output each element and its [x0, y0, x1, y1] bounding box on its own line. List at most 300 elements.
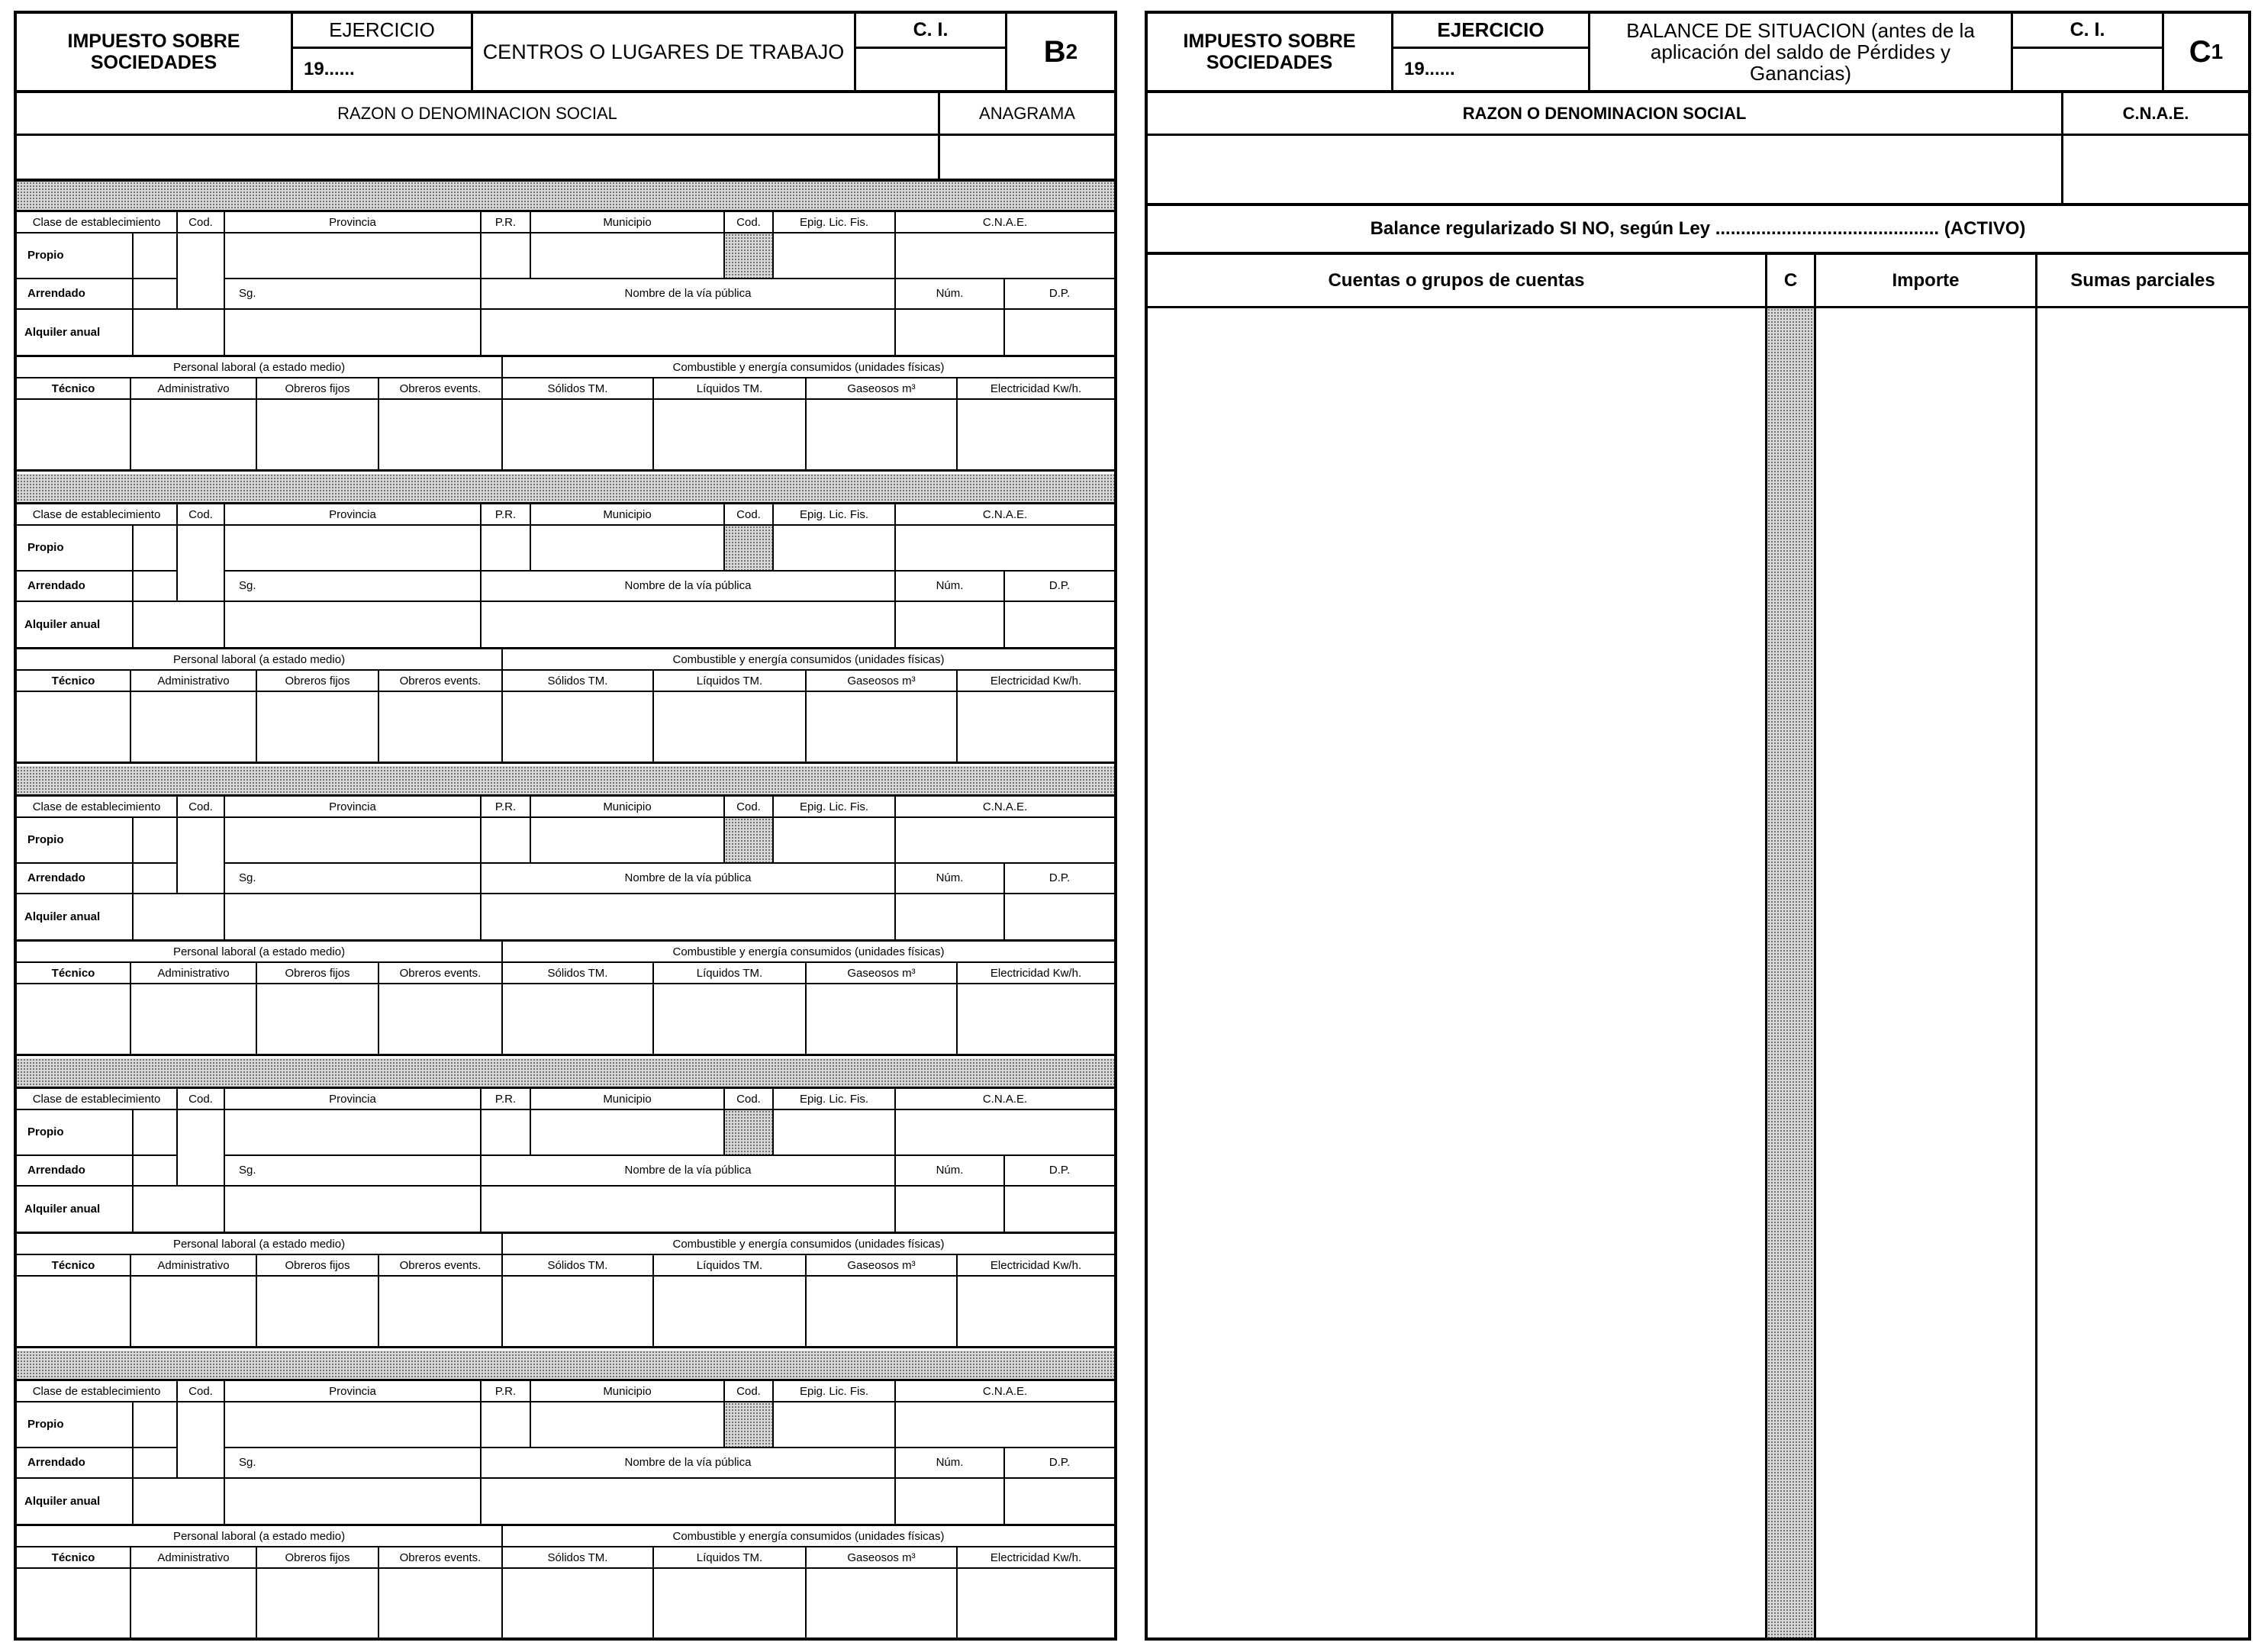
combustible-label: Combustible y energía consumidos (unidades físicas)	[503, 1234, 1114, 1255]
sg-field[interactable]	[225, 894, 482, 940]
gaseosos-label: Gaseosos m³	[807, 963, 958, 984]
propio-label: Propio	[17, 233, 134, 279]
dp-field[interactable]	[1005, 602, 1114, 648]
cod-label: Cod.	[178, 1089, 225, 1110]
ejercicio-label: EJERCICIO	[293, 14, 471, 49]
dp-label: D.P.	[1048, 871, 1071, 884]
liquidos-field[interactable]	[654, 984, 807, 1054]
provincia-field[interactable]	[225, 233, 482, 279]
propio-checkbox[interactable]	[134, 233, 178, 279]
pr-field[interactable]	[482, 233, 531, 279]
cod-field[interactable]	[178, 818, 225, 894]
liquidos-field[interactable]	[654, 692, 807, 762]
dp-field[interactable]	[1005, 1479, 1114, 1525]
clase-label: Clase de establecimiento	[17, 797, 178, 818]
ejercicio-year-field[interactable]: 19......	[304, 59, 355, 79]
provincia-field[interactable]	[225, 1402, 482, 1448]
propio-label: Propio	[17, 818, 134, 864]
arrendado-label: Arrendado	[17, 572, 134, 602]
municipio-label: Municipio	[531, 1381, 725, 1402]
epigrafe-field[interactable]	[774, 1110, 896, 1156]
liquidos-field[interactable]	[654, 1569, 807, 1638]
gaseosos-label: Gaseosos m³	[807, 671, 958, 692]
tecnico-field[interactable]	[17, 1569, 131, 1638]
ejercicio-label: EJERCICIO	[1393, 14, 1588, 49]
cod-label: Cod.	[178, 504, 225, 526]
cod-municipio-shaded	[725, 233, 774, 279]
cod-label: Cod.	[178, 1381, 225, 1402]
arrendado-checkbox[interactable]	[134, 572, 178, 602]
sg-label: Sg.	[225, 864, 482, 894]
arrendado-checkbox[interactable]	[134, 1156, 178, 1187]
epigrafe-field[interactable]	[774, 526, 896, 572]
via-publica-label: Nombre de la vía pública	[482, 279, 896, 310]
establishment-block	[17, 1351, 1114, 1643]
electricidad-field[interactable]	[958, 1277, 1114, 1346]
via-publica-label: Nombre de la vía pública	[482, 1156, 896, 1187]
importe-header: Importe	[1816, 255, 2037, 308]
obreros-events-field[interactable]	[379, 1277, 503, 1346]
propio-label: Propio	[17, 1402, 134, 1448]
cnae-field[interactable]	[896, 1110, 1114, 1156]
dp-field[interactable]	[1005, 894, 1114, 940]
personal-energy-grid	[17, 649, 1114, 764]
municipio-label: Municipio	[531, 504, 725, 526]
num-label: Núm.	[896, 279, 1005, 308]
razon-social-row	[1148, 93, 2248, 206]
tecnico-field[interactable]	[17, 984, 131, 1054]
form-b2-header	[17, 14, 1114, 93]
epigrafe-label: Epig. Lic. Fis.	[774, 1381, 896, 1402]
obreros-fijos-label: Obreros fijos	[257, 378, 379, 400]
num-dp-labels	[896, 279, 1114, 310]
electricidad-label: Electricidad Kw/h.	[958, 378, 1114, 400]
pr-field[interactable]	[482, 1402, 531, 1448]
form-code: C 1	[2189, 34, 2224, 69]
form-b2	[14, 11, 1117, 1641]
cnae-label: C.N.A.E.	[896, 1381, 1114, 1402]
c-column-shaded	[1767, 308, 1816, 1638]
cod-municipio-shaded	[725, 818, 774, 864]
tax-title: IMPUESTO SOBRE SOCIEDADES	[17, 14, 293, 90]
via-publica-label: Nombre de la vía pública	[482, 1448, 896, 1479]
form-title: CENTROS O LUGARES DE TRABAJO	[473, 14, 856, 90]
tecnico-label: Técnico	[17, 378, 131, 400]
electricidad-field[interactable]	[958, 400, 1114, 469]
obreros-fijos-label: Obreros fijos	[257, 1255, 379, 1277]
epigrafe-label: Epig. Lic. Fis.	[774, 797, 896, 818]
num-field[interactable]	[896, 310, 1005, 356]
obreros-events-label: Obreros events.	[379, 963, 503, 984]
clase-label: Clase de establecimiento	[17, 212, 178, 233]
gaseosos-field[interactable]	[807, 1277, 958, 1346]
ci-field[interactable]	[856, 49, 1005, 90]
liquidos-label: Líquidos TM.	[654, 963, 807, 984]
solidos-field[interactable]	[503, 1277, 654, 1346]
cnae-label: C.N.A.E.	[896, 212, 1114, 233]
razon-social-label: RAZON O DENOMINACION SOCIAL	[1148, 93, 2063, 136]
alquiler-field[interactable]	[134, 1187, 225, 1232]
provincia-label: Provincia	[225, 212, 482, 233]
razon-social-row	[17, 93, 1114, 182]
obreros-events-label: Obreros events.	[379, 1255, 503, 1277]
num-dp-labels	[896, 1448, 1114, 1479]
importe-column[interactable]	[1816, 308, 2037, 1638]
clase-label: Clase de establecimiento	[17, 504, 178, 526]
establishment-location-grid	[17, 797, 1114, 942]
num-dp-fields	[896, 1187, 1114, 1232]
arrendado-checkbox[interactable]	[134, 1448, 178, 1479]
clase-label: Clase de establecimiento	[17, 1089, 178, 1110]
gaseosos-label: Gaseosos m³	[807, 1547, 958, 1569]
alquiler-label: Alquiler anual	[17, 894, 134, 940]
num-label: Núm.	[896, 572, 1005, 601]
num-dp-labels	[896, 864, 1114, 894]
sg-label: Sg.	[225, 1156, 482, 1187]
obreros-events-label: Obreros events.	[379, 378, 503, 400]
cod-municipio-label: Cod.	[725, 1381, 774, 1402]
personal-energy-grid	[17, 1234, 1114, 1348]
electricidad-label: Electricidad Kw/h.	[958, 1255, 1114, 1277]
sg-field[interactable]	[225, 310, 482, 356]
personal-label: Personal laboral (a estado medio)	[17, 942, 503, 963]
municipio-label: Municipio	[531, 797, 725, 818]
sg-field[interactable]	[225, 1187, 482, 1232]
cod-label: Cod.	[178, 212, 225, 233]
obreros-fijos-label: Obreros fijos	[257, 1547, 379, 1569]
tecnico-label: Técnico	[17, 963, 131, 984]
solidos-field[interactable]	[503, 692, 654, 762]
cnae-field[interactable]	[896, 233, 1114, 279]
razon-social-field[interactable]	[17, 136, 940, 179]
ejercicio-box	[1393, 14, 1590, 90]
municipio-label: Municipio	[531, 212, 725, 233]
alquiler-field[interactable]	[134, 310, 225, 356]
arrendado-label: Arrendado	[17, 1156, 134, 1187]
alquiler-label: Alquiler anual	[17, 310, 134, 356]
cnae-field[interactable]	[896, 818, 1114, 864]
provincia-label: Provincia	[225, 797, 482, 818]
num-dp-labels	[896, 1156, 1114, 1187]
pr-field[interactable]	[482, 1110, 531, 1156]
obreros-events-label: Obreros events.	[379, 671, 503, 692]
arrendado-label: Arrendado	[17, 1448, 134, 1479]
cod-municipio-label: Cod.	[725, 797, 774, 818]
ci-field[interactable]	[2013, 49, 2162, 90]
sg-label: Sg.	[225, 279, 482, 310]
administrativo-label: Administrativo	[131, 963, 257, 984]
administrativo-field[interactable]	[131, 1569, 257, 1638]
sumas-header: Sumas parciales	[2037, 255, 2248, 308]
establishment-location-grid	[17, 504, 1114, 649]
ci-label: C. I.	[856, 14, 1005, 49]
obreros-fijos-field[interactable]	[257, 400, 379, 469]
sg-label: Sg.	[225, 1448, 482, 1479]
tecnico-label: Técnico	[17, 671, 131, 692]
form-c1-header	[1148, 14, 2248, 93]
via-publica-field[interactable]	[482, 894, 896, 940]
establishment-location-grid	[17, 1089, 1114, 1234]
liquidos-field[interactable]	[654, 400, 807, 469]
num-field[interactable]	[896, 1187, 1005, 1232]
establishment-location-grid	[17, 212, 1114, 357]
cnae-label: C.N.A.E.	[2063, 93, 2248, 136]
obreros-events-field[interactable]	[379, 692, 503, 762]
electricidad-field[interactable]	[958, 692, 1114, 762]
cod-municipio-shaded	[725, 1110, 774, 1156]
arrendado-label: Arrendado	[17, 279, 134, 310]
establishment-location-grid	[17, 1381, 1114, 1526]
epigrafe-field[interactable]	[774, 1402, 896, 1448]
obreros-events-field[interactable]	[379, 400, 503, 469]
solidos-label: Sólidos TM.	[503, 1255, 654, 1277]
personal-label: Personal laboral (a estado medio)	[17, 649, 503, 671]
epigrafe-field[interactable]	[774, 233, 896, 279]
pr-label: P.R.	[482, 1381, 531, 1402]
num-dp-fields	[896, 1479, 1114, 1525]
establishment-blocks	[17, 182, 1114, 1638]
liquidos-label: Líquidos TM.	[654, 1255, 807, 1277]
administrativo-field[interactable]	[131, 1277, 257, 1346]
cod-municipio-label: Cod.	[725, 212, 774, 233]
municipio-field[interactable]	[531, 1402, 725, 1448]
administrativo-label: Administrativo	[131, 671, 257, 692]
via-publica-label: Nombre de la vía pública	[482, 572, 896, 602]
establishment-block	[17, 1058, 1114, 1351]
sg-field[interactable]	[225, 602, 482, 648]
via-publica-field[interactable]	[482, 602, 896, 648]
balance-regularizado-line: Balance regularizado SI NO, según Ley ............................................ (ACTIVO)	[1148, 206, 2248, 255]
cnae-label: C.N.A.E.	[896, 1089, 1114, 1110]
solidos-field[interactable]	[503, 400, 654, 469]
cod-field[interactable]	[178, 1402, 225, 1479]
personal-label: Personal laboral (a estado medio)	[17, 1526, 503, 1547]
dp-label: D.P.	[1048, 287, 1071, 300]
administrativo-field[interactable]	[131, 400, 257, 469]
sumas-column[interactable]	[2037, 308, 2248, 1638]
num-dp-fields	[896, 310, 1114, 356]
propio-label: Propio	[17, 526, 134, 572]
obreros-events-field[interactable]	[379, 984, 503, 1054]
arrendado-checkbox[interactable]	[134, 279, 178, 310]
pr-field[interactable]	[482, 818, 531, 864]
cod-field[interactable]	[178, 526, 225, 602]
propio-checkbox[interactable]	[134, 1110, 178, 1156]
ci-box	[2013, 14, 2164, 90]
obreros-fijos-field[interactable]	[257, 1277, 379, 1346]
administrativo-label: Administrativo	[131, 1547, 257, 1569]
combustible-label: Combustible y energía consumidos (unidades físicas)	[503, 942, 1114, 963]
c-header: C	[1767, 255, 1816, 308]
cod-municipio-label: Cod.	[725, 1089, 774, 1110]
via-publica-label: Nombre de la vía pública	[482, 864, 896, 894]
num-label: Núm.	[896, 864, 1005, 893]
propio-checkbox[interactable]	[134, 1402, 178, 1448]
gaseosos-field[interactable]	[807, 400, 958, 469]
cnae-field[interactable]	[2063, 136, 2248, 203]
tecnico-field[interactable]	[17, 400, 131, 469]
num-dp-fields	[896, 602, 1114, 648]
solidos-label: Sólidos TM.	[503, 378, 654, 400]
obreros-fijos-label: Obreros fijos	[257, 671, 379, 692]
via-publica-field[interactable]	[482, 1187, 896, 1232]
via-publica-field[interactable]	[482, 1479, 896, 1525]
sg-label: Sg.	[225, 572, 482, 602]
via-publica-field[interactable]	[482, 310, 896, 356]
administrativo-label: Administrativo	[131, 1255, 257, 1277]
gaseosos-field[interactable]	[807, 692, 958, 762]
form-code: B 2	[1043, 34, 1078, 69]
obreros-fijos-field[interactable]	[257, 984, 379, 1054]
administrativo-field[interactable]	[131, 984, 257, 1054]
personal-energy-grid	[17, 942, 1114, 1056]
solidos-field[interactable]	[503, 984, 654, 1054]
cod-field[interactable]	[178, 1110, 225, 1187]
obreros-fijos-field[interactable]	[257, 1569, 379, 1638]
electricidad-field[interactable]	[958, 984, 1114, 1054]
establishment-block	[17, 766, 1114, 1058]
obreros-events-field[interactable]	[379, 1569, 503, 1638]
municipio-field[interactable]	[531, 1110, 725, 1156]
cod-municipio-shaded	[725, 526, 774, 572]
arrendado-label: Arrendado	[17, 864, 134, 894]
electricidad-field[interactable]	[958, 1569, 1114, 1638]
gaseosos-field[interactable]	[807, 984, 958, 1054]
razon-social-label: RAZON O DENOMINACION SOCIAL	[17, 93, 940, 136]
alquiler-label: Alquiler anual	[17, 1187, 134, 1232]
tecnico-label: Técnico	[17, 1255, 131, 1277]
epigrafe-label: Epig. Lic. Fis.	[774, 1089, 896, 1110]
dp-field[interactable]	[1005, 310, 1114, 356]
num-dp-labels	[896, 572, 1114, 602]
combustible-label: Combustible y energía consumidos (unidades físicas)	[503, 649, 1114, 671]
cuentas-column[interactable]	[1148, 308, 1767, 1638]
epigrafe-label: Epig. Lic. Fis.	[774, 504, 896, 526]
num-field[interactable]	[896, 894, 1005, 940]
tecnico-label: Técnico	[17, 1547, 131, 1569]
municipio-field[interactable]	[531, 526, 725, 572]
solidos-label: Sólidos TM.	[503, 963, 654, 984]
clase-label: Clase de establecimiento	[17, 1381, 178, 1402]
personal-energy-grid	[17, 357, 1114, 472]
tecnico-field[interactable]	[17, 1277, 131, 1346]
gaseosos-label: Gaseosos m³	[807, 378, 958, 400]
arrendado-checkbox[interactable]	[134, 864, 178, 894]
dp-label: D.P.	[1048, 579, 1071, 592]
provincia-label: Provincia	[225, 1381, 482, 1402]
alquiler-label: Alquiler anual	[17, 602, 134, 648]
municipio-field[interactable]	[531, 233, 725, 279]
num-dp-fields	[896, 894, 1114, 940]
electricidad-label: Electricidad Kw/h.	[958, 963, 1114, 984]
cod-label: Cod.	[178, 797, 225, 818]
electricidad-label: Electricidad Kw/h.	[958, 1547, 1114, 1569]
anagrama-field[interactable]	[940, 136, 1114, 179]
gaseosos-label: Gaseosos m³	[807, 1255, 958, 1277]
municipio-label: Municipio	[531, 1089, 725, 1110]
separator-stripe	[17, 1058, 1114, 1089]
pr-field[interactable]	[482, 526, 531, 572]
liquidos-field[interactable]	[654, 1277, 807, 1346]
cnae-field[interactable]	[896, 526, 1114, 572]
cod-municipio-shaded	[725, 1402, 774, 1448]
cuentas-header: Cuentas o grupos de cuentas	[1148, 255, 1767, 308]
pr-label: P.R.	[482, 797, 531, 818]
obreros-fijos-label: Obreros fijos	[257, 963, 379, 984]
liquidos-label: Líquidos TM.	[654, 378, 807, 400]
administrativo-field[interactable]	[131, 692, 257, 762]
razon-social-field[interactable]	[1148, 136, 2063, 203]
tecnico-field[interactable]	[17, 692, 131, 762]
administrativo-label: Administrativo	[131, 378, 257, 400]
dp-field[interactable]	[1005, 1187, 1114, 1232]
solidos-label: Sólidos TM.	[503, 1547, 654, 1569]
alquiler-field[interactable]	[134, 894, 225, 940]
num-field[interactable]	[896, 1479, 1005, 1525]
liquidos-label: Líquidos TM.	[654, 671, 807, 692]
provincia-field[interactable]	[225, 526, 482, 572]
electricidad-label: Electricidad Kw/h.	[958, 671, 1114, 692]
ci-label: C. I.	[2013, 14, 2162, 49]
pr-label: P.R.	[482, 212, 531, 233]
solidos-label: Sólidos TM.	[503, 671, 654, 692]
alquiler-field[interactable]	[134, 602, 225, 648]
pr-label: P.R.	[482, 504, 531, 526]
separator-stripe	[17, 182, 1114, 212]
num-label: Núm.	[896, 1448, 1005, 1477]
cod-field[interactable]	[178, 233, 225, 310]
personal-label: Personal laboral (a estado medio)	[17, 1234, 503, 1255]
obreros-fijos-field[interactable]	[257, 692, 379, 762]
liquidos-label: Líquidos TM.	[654, 1547, 807, 1569]
combustible-label: Combustible y energía consumidos (unidades físicas)	[503, 357, 1114, 378]
ejercicio-year-field[interactable]: 19......	[1404, 59, 1455, 79]
establishment-block	[17, 182, 1114, 474]
form-title: BALANCE DE SITUACION (antes de la aplicación del saldo de Pérdides y Ganancias)	[1590, 14, 2013, 90]
provincia-label: Provincia	[225, 504, 482, 526]
gaseosos-field[interactable]	[807, 1569, 958, 1638]
provincia-field[interactable]	[225, 1110, 482, 1156]
obreros-events-label: Obreros events.	[379, 1547, 503, 1569]
personal-label: Personal laboral (a estado medio)	[17, 357, 503, 378]
epigrafe-field[interactable]	[774, 818, 896, 864]
pr-label: P.R.	[482, 1089, 531, 1110]
epigrafe-label: Epig. Lic. Fis.	[774, 212, 896, 233]
cnae-field[interactable]	[896, 1402, 1114, 1448]
propio-label: Propio	[17, 1110, 134, 1156]
ci-box	[856, 14, 1007, 90]
propio-checkbox[interactable]	[134, 526, 178, 572]
propio-checkbox[interactable]	[134, 818, 178, 864]
municipio-field[interactable]	[531, 818, 725, 864]
alquiler-field[interactable]	[134, 1479, 225, 1525]
ledger-table	[1148, 255, 2248, 1638]
solidos-field[interactable]	[503, 1569, 654, 1638]
provincia-label: Provincia	[225, 1089, 482, 1110]
personal-energy-grid	[17, 1526, 1114, 1641]
anagrama-label: ANAGRAMA	[940, 93, 1114, 136]
alquiler-label: Alquiler anual	[17, 1479, 134, 1525]
combustible-label: Combustible y energía consumidos (unidades físicas)	[503, 1526, 1114, 1547]
provincia-field[interactable]	[225, 818, 482, 864]
form-c1	[1145, 11, 2251, 1641]
sg-field[interactable]	[225, 1479, 482, 1525]
num-field[interactable]	[896, 602, 1005, 648]
dp-label: D.P.	[1048, 1456, 1071, 1469]
ejercicio-box	[293, 14, 473, 90]
num-label: Núm.	[896, 1156, 1005, 1185]
cod-municipio-label: Cod.	[725, 504, 774, 526]
